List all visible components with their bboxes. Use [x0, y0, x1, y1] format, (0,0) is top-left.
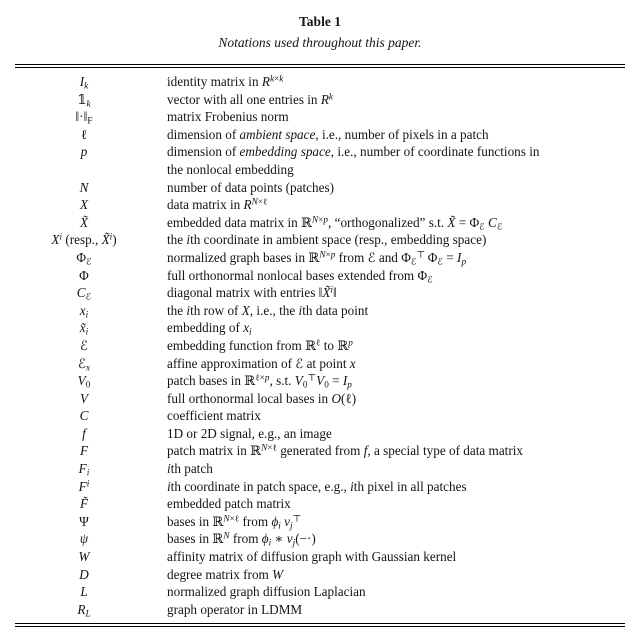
description-cell: patch matrix in ℝ$^{N\times\ell}$ generated from f, a special type of data matrix: [167, 442, 523, 459]
description-cell: full orthonormal nonlocal bases extended from $\Phi_ℰ$: [167, 267, 433, 284]
symbol-cell: D: [79, 566, 89, 582]
symbol-cell: F̃: [79, 496, 89, 512]
description-cell: ith coordinate in patch space, e.g., ith pixel in all patches: [167, 478, 467, 494]
description-cell: full orthonormal local bases in O(ℓ): [167, 390, 357, 406]
description-cell: the ith row of X, i.e., the ith data point: [167, 302, 369, 318]
symbol-cell: C: [79, 408, 89, 424]
symbol-cell: $R_L$: [77, 601, 91, 619]
symbol-cell: $C_ℰ$: [76, 285, 92, 302]
symbol-cell: V: [79, 390, 89, 406]
description-cell: the ith coordinate in ambient space (resp., embedding space): [167, 232, 487, 248]
table-bottom-rule: [15, 623, 625, 627]
symbol-cell: L: [80, 584, 88, 600]
table-row: [15, 249, 625, 267]
description-cell: dimension of embedding space, i.e., number of coordinate functions in the nonlocal embedding: [167, 144, 540, 177]
symbol-cell: $F^i$: [78, 478, 90, 494]
description-cell: diagonal matrix with entries ‖X̃$^i$‖: [167, 284, 337, 301]
symbol-cell: ℰ$_x$: [77, 355, 91, 372]
symbol-cell: F: [79, 443, 89, 459]
table-row: [15, 601, 625, 619]
table-row: [15, 390, 625, 408]
table-row: [15, 231, 625, 249]
symbol-cell: p: [80, 144, 88, 160]
table-row: [15, 91, 625, 109]
symbol-cell: $x̃_i$: [79, 320, 89, 337]
description-cell: normalized graph bases in ℝ$^{N\times p}$ from ℰ and $\Phi_ℰ^⊤$ $\Phi_ℰ = I_p$: [167, 249, 467, 267]
description-cell: data matrix in $R^{N\times\ell}$: [167, 196, 268, 213]
table-row: [15, 284, 625, 302]
table-row: [15, 267, 625, 285]
table-row: [15, 196, 625, 214]
description-cell: ith patch: [167, 461, 213, 477]
table-row: [15, 530, 625, 548]
table-row: [15, 73, 625, 91]
table-top-rule: [15, 64, 625, 68]
symbol-cell: ψ: [79, 531, 89, 547]
description-cell: embedded data matrix in ℝ$^{N\times p}$, “orthogonalized” s.t. X̃ = $\Phi_ℰ$ $C_ℰ$: [167, 214, 503, 232]
symbol-cell: f: [82, 425, 86, 441]
description-cell: affine approximation of ℰ at point x: [167, 355, 356, 371]
table-row: [15, 302, 625, 320]
table-row: [15, 566, 625, 584]
table-row: [15, 548, 625, 566]
description-cell: matrix Frobenius norm: [167, 109, 289, 125]
description-cell: bases in ℝ$^N$ from $\phi_i$ ∗ $v_j(-\cdot)$: [167, 530, 316, 548]
description-cell: coefficient matrix: [167, 408, 261, 424]
description-cell: affinity matrix of diffusion graph with Gaussian kernel: [167, 549, 457, 565]
description-cell: number of data points (patches): [167, 179, 334, 195]
table-row: [15, 337, 625, 355]
description-cell: embedded patch matrix: [167, 496, 291, 512]
table-row: [15, 478, 625, 496]
table-row: [15, 108, 625, 126]
description-cell: normalized graph diffusion Laplacian: [167, 584, 366, 600]
table-row: [15, 126, 625, 144]
notation-table-body: [15, 73, 625, 618]
symbol-cell: $X^i$ (resp., X̃$^i$): [51, 231, 117, 248]
notation-table: [15, 73, 625, 618]
symbol-cell: $I_k$: [79, 74, 89, 91]
table-row: [15, 407, 625, 425]
description-cell: embedding of $x_i$: [167, 320, 252, 337]
table-row: [15, 355, 625, 373]
table-caption: Notations used throughout this paper.: [218, 35, 422, 50]
table-row: [15, 319, 625, 337]
table-title: Table 1: [299, 14, 341, 29]
table-row: [15, 583, 625, 601]
table-row: [15, 460, 625, 478]
description-cell: patch bases in ℝ$^{\ell\times p}$, s.t. $V_0^⊤V_0 = I_p$: [167, 372, 352, 390]
table-row: [15, 425, 625, 443]
description-cell: vector with all one entries in $R^k$: [167, 90, 333, 107]
symbol-cell: $V_0$: [77, 373, 91, 390]
symbol-cell: Ψ: [79, 513, 89, 529]
symbol-cell: X̃: [79, 214, 89, 230]
symbol-cell: $\Phi_ℰ$: [76, 249, 92, 267]
table-row: [15, 214, 625, 232]
table-row: [15, 495, 625, 513]
description-cell: identity matrix in $R^{k\times k}$: [167, 73, 284, 89]
symbol-cell: Φ: [79, 267, 89, 283]
description-cell: dimension of ambient space, i.e., number of pixels in a patch: [167, 126, 489, 142]
description-cell: bases in ℝ$^{N\times\ell}$ from $\phi_i$ $v_j^⊤$: [167, 513, 302, 531]
table-row: [15, 372, 625, 390]
table-row: [15, 442, 625, 460]
table-row: [15, 513, 625, 531]
description-cell: degree matrix from W: [167, 566, 284, 582]
description-cell: embedding function from ℝ$^\ell$ to ℝ$^p$: [167, 337, 353, 353]
symbol-cell: $x_i$: [79, 302, 89, 320]
symbol-cell: $F_i$: [78, 461, 90, 478]
table-row: [15, 179, 625, 197]
symbol-cell: W: [78, 549, 90, 565]
symbol-cell: N: [79, 179, 89, 195]
symbol-cell: $𝟙_k$: [77, 91, 91, 108]
symbol-cell: ℰ: [80, 337, 88, 353]
description-cell: 1D or 2D signal, e.g., an image: [167, 425, 332, 441]
table-row: [15, 143, 625, 178]
description-cell: graph operator in LDMM: [167, 601, 303, 617]
symbol-cell: $‖\cdot‖_F$: [75, 109, 93, 126]
symbol-cell: X: [79, 197, 89, 213]
symbol-cell: ℓ: [80, 126, 88, 142]
